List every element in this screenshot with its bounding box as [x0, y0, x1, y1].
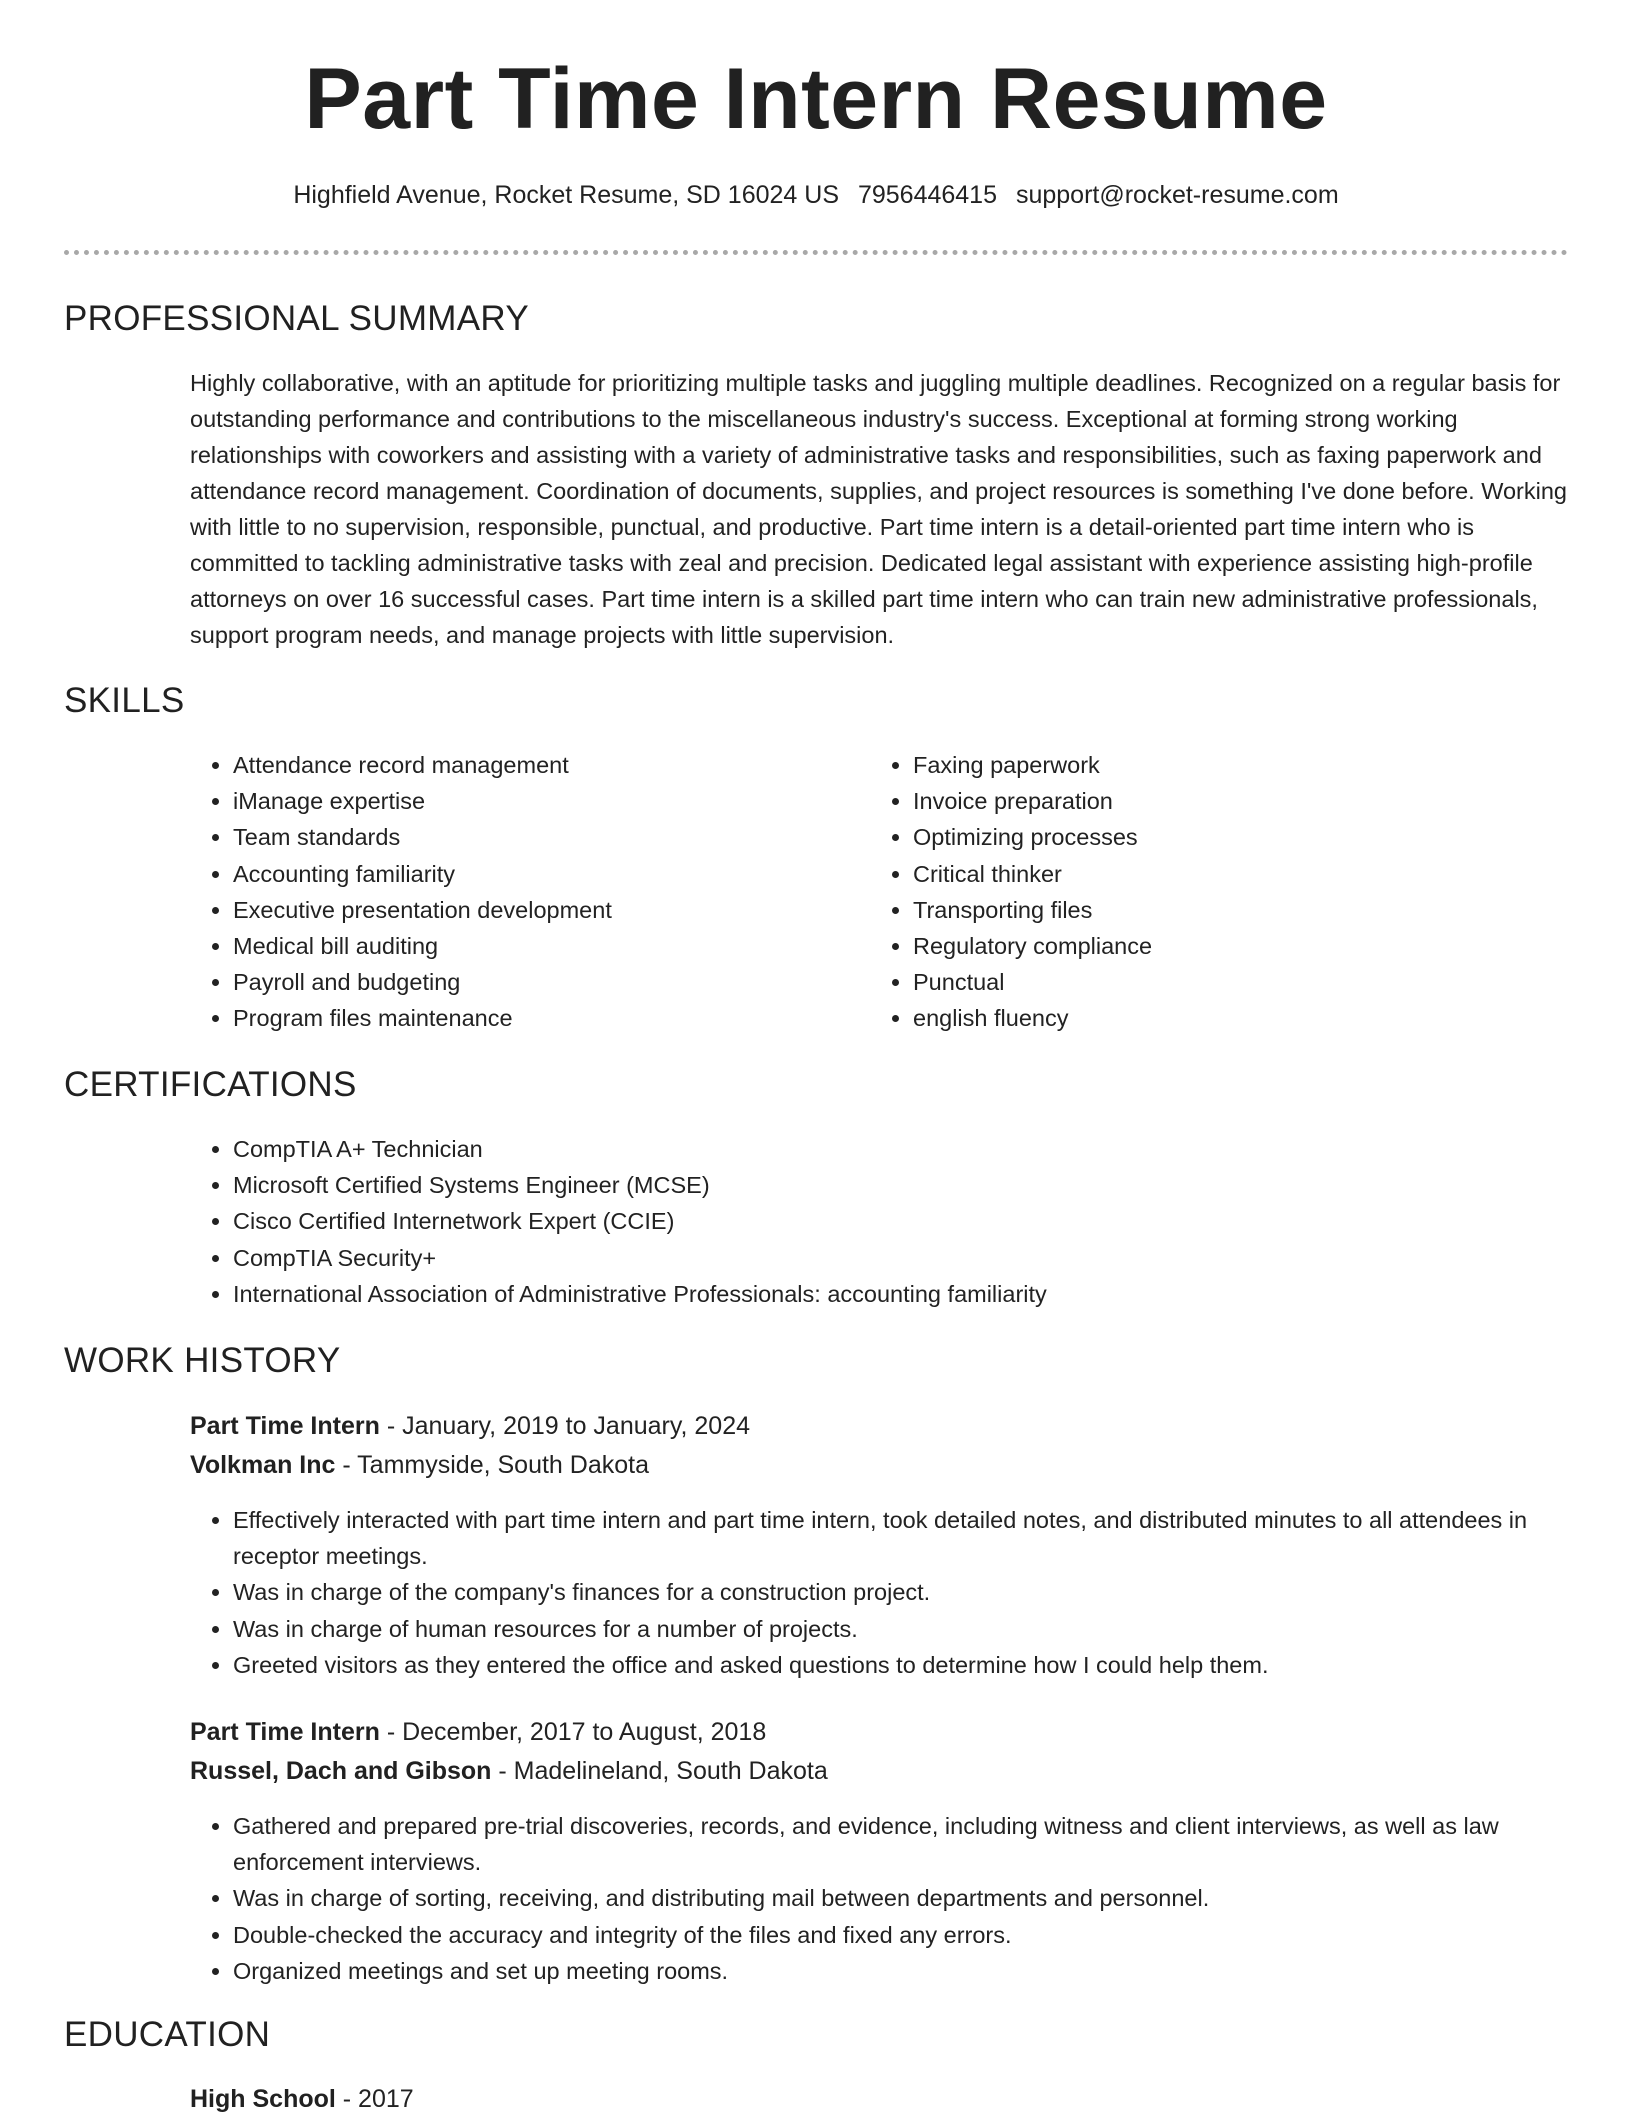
job-location: - Tammyside, South Dakota [335, 1451, 649, 1479]
list-item: • Gathered and prepared pre-trial discoveries, records, and evidence, including witness and client interviews, as well as law enforcement interviews. [233, 1808, 1613, 1880]
skills-list-right [870, 747, 1533, 1037]
list-item: • Medical bill auditing [233, 928, 853, 964]
contact-phone: 7956446415 [857, 181, 997, 209]
education-year: - 2017 [335, 2085, 414, 2113]
skills-list-left [190, 747, 853, 1037]
list-item: • Executive presentation development [233, 892, 853, 928]
job-1-company-line [190, 1447, 649, 1483]
resume-title: Part Time Intern Resume [304, 51, 1328, 147]
list-item: • Attendance record management [233, 747, 853, 783]
list-item: • Optimizing processes [913, 819, 1533, 855]
list-item: • Punctual [913, 964, 1533, 1000]
certifications-list [190, 1131, 1613, 1312]
job-title: Part Time Intern [190, 1718, 380, 1746]
skills-heading: SKILLS [64, 681, 185, 720]
list-item: • Was in charge of the company's finances for a construction project. [233, 1574, 1613, 1610]
list-item: • Regulatory compliance [913, 928, 1533, 964]
contact-address: Highfield Avenue, Rocket Resume, SD 16024 US [293, 181, 839, 209]
list-item: • Double-checked the accuracy and integrity of the files and fixed any errors. [233, 1917, 1613, 1953]
education-school: High School [190, 2085, 336, 2113]
job-1-bullets [190, 1502, 1613, 1683]
job-1-title-line [190, 1408, 750, 1444]
list-item: • Organized meetings and set up meeting rooms. [233, 1953, 1613, 1989]
list-item: • Program files maintenance [233, 1000, 853, 1036]
job-2-title-line [190, 1714, 766, 1750]
list-item: • Payroll and budgeting [233, 964, 853, 1000]
list-item: • Transporting files [913, 892, 1533, 928]
job-title: Part Time Intern [190, 1412, 380, 1440]
job-location: - Madelineland, South Dakota [491, 1757, 828, 1785]
list-item: • english fluency [913, 1000, 1533, 1036]
job-2-company-line [190, 1753, 828, 1789]
list-item: • iManage expertise [233, 783, 853, 819]
list-item: • Cisco Certified Internetwork Expert (CCIE) [233, 1203, 1613, 1239]
list-item: • Microsoft Certified Systems Engineer (MCSE) [233, 1167, 1613, 1203]
list-item: • Accounting familiarity [233, 856, 853, 892]
list-item: • Invoice preparation [913, 783, 1533, 819]
list-item: • CompTIA A+ Technician [233, 1131, 1613, 1167]
job-company: Volkman Inc [190, 1451, 336, 1479]
contact-email[interactable]: support@rocket-resume.com [1015, 181, 1339, 209]
header-divider [64, 250, 1568, 255]
list-item: • Greeted visitors as they entered the office and asked questions to determine how I could help them. [233, 1647, 1613, 1683]
list-item: • Critical thinker [913, 856, 1533, 892]
contact-line [0, 181, 1632, 210]
list-item: • Was in charge of human resources for a number of projects. [233, 1611, 1613, 1647]
list-item: • Team standards [233, 819, 853, 855]
job-company: Russel, Dach and Gibson [190, 1757, 492, 1785]
education-heading: EDUCATION [64, 2015, 271, 2054]
job-dates: - December, 2017 to August, 2018 [379, 1718, 767, 1746]
list-item: • Effectively interacted with part time intern and part time intern, took detailed notes, and distributed minutes to all attendees in receptor meetings. [233, 1502, 1613, 1574]
work-heading: WORK HISTORY [64, 1341, 341, 1380]
list-item: • International Association of Administrative Professionals: accounting familiarity [233, 1276, 1613, 1312]
summary-heading: PROFESSIONAL SUMMARY [64, 299, 529, 338]
job-2-bullets [190, 1808, 1613, 1989]
job-dates: - January, 2019 to January, 2024 [379, 1412, 751, 1440]
list-item: • Faxing paperwork [913, 747, 1533, 783]
certifications-heading: CERTIFICATIONS [64, 1065, 357, 1104]
list-item: • Was in charge of sorting, receiving, and distributing mail between departments and personnel. [233, 1880, 1613, 1916]
summary-text: Highly collaborative, with an aptitude for prioritizing multiple tasks and juggling multiple deadlines. Recognized on a regular basis for outstanding performance and contributions to the miscellaneous industry's success. Exceptional at forming strong working relationships with coworkers and assisting with a variety of administrative tasks and responsibilities, such as faxing paperwork and attendance record management. Coordination of documents, supplies, and project resources is something I've done before. Working with little to no supervision, responsible, punctual, and productive. Part time intern is a detail-oriented part time intern who is committed to tackling administrative tasks with zeal and precision. Dedicated legal assistant with experience assisting high-profile attorneys on over 16 successful cases. Part time intern is a skilled part time intern who can train new administrative professionals, support program needs, and manage projects with little supervision. [190, 370, 1567, 648]
list-item: • CompTIA Security+ [233, 1240, 1613, 1276]
